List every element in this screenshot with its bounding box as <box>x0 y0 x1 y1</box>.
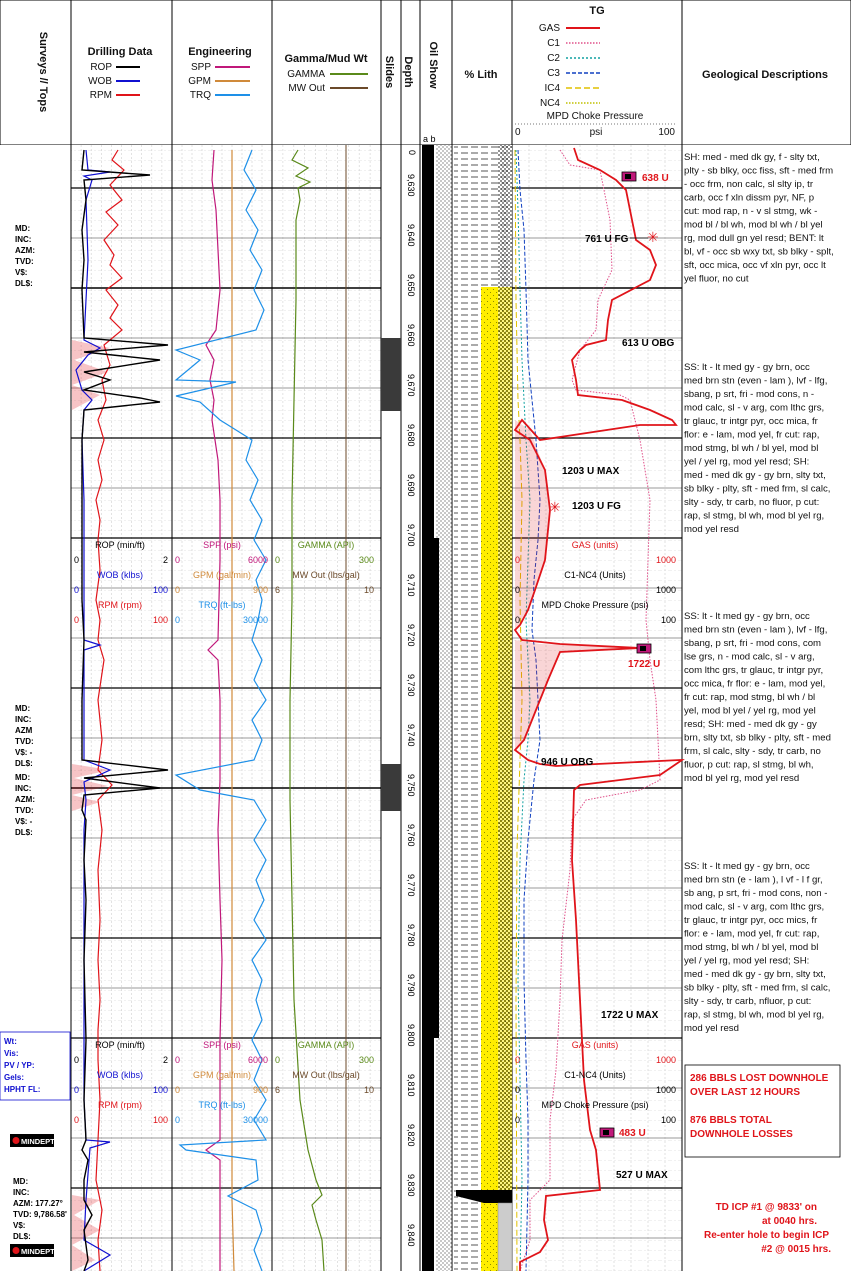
legend-c2-label: C2 <box>547 53 560 64</box>
geo-description-line: med brn stn (e - lam ), l vf - l f gr, <box>684 874 823 886</box>
geo-description-line: mod calc, sl - v arg, com lthc grs, <box>684 901 825 913</box>
geo-description-line: yel, mod bl yel / yel rg, mod yel <box>684 705 816 717</box>
gas-note-527: 527 U MAX <box>616 1170 668 1181</box>
survey-field: INC: <box>15 715 32 724</box>
geo-description-line: fluor, p cut: rap, sl stmg, bl wh, <box>684 759 814 771</box>
scale-gas-title: GAS (units) <box>571 540 619 550</box>
survey-field: DL$: <box>15 759 33 768</box>
gas-note-613: 613 U OBG <box>622 338 675 349</box>
legend-gamma-label: GAMMA <box>287 69 325 80</box>
losses-line-1: 286 BBLS LOST DOWNHOLE <box>690 1073 829 1084</box>
depth-label: 9,770 <box>406 874 416 897</box>
geo-description-line: brn, slty txt, sb blky - plty, sft - med <box>684 732 831 744</box>
scale-gpm-min: 0 <box>175 585 181 595</box>
survey-field: INC: <box>15 784 32 793</box>
geo-description-line: rap, sl stmg, bl wh, mod bl yel rg, <box>684 1009 825 1021</box>
mindepth-logo <box>10 1134 60 1147</box>
legend-c1-label: C1 <box>547 38 560 49</box>
depth-label: 9,700 <box>406 524 416 547</box>
scale-gas-max: 1000 <box>655 1055 676 1065</box>
choke-max: 100 <box>658 127 675 138</box>
scale-gamma-max: 300 <box>358 555 374 565</box>
survey-field: AZM: 177.27° <box>13 1199 63 1208</box>
scale-wob-title: WOB (klbs) <box>97 570 143 580</box>
scale-choke-title: MPD Choke Pressure (psi) <box>541 1100 649 1110</box>
scale-choke-max: 100 <box>660 1115 676 1125</box>
scale-spp-max: 6000 <box>247 555 268 565</box>
depth-label: 9,730 <box>406 674 416 697</box>
header-surveys: Surveys // Tops <box>37 31 49 113</box>
geo-description-line: mod yel resd <box>684 524 739 535</box>
scale-rop-max: 2 <box>162 555 168 565</box>
scale-rpm-min: 0 <box>74 615 80 625</box>
survey-field: MD: <box>15 224 31 233</box>
scale-wob-min: 0 <box>74 585 80 595</box>
geo-description-line: slty - sdy, tr carb, no fluor, p cut: <box>684 497 820 508</box>
td-note-line-2: at 0040 hrs. <box>761 1216 817 1227</box>
geo-description-line: mod yel resd <box>684 1023 739 1034</box>
depth-label: 9,650 <box>406 274 416 297</box>
survey-field: V$: <box>13 1221 26 1230</box>
header-depth: Depth <box>402 56 414 88</box>
geo-description-line: SS: lt - lt med gy - gy brn, occ <box>684 611 810 622</box>
td-note-line-4: #2 @ 0015 hrs. <box>761 1244 831 1255</box>
geo-description-line: cut: mod rap, n - v sl stmg, wk - <box>684 206 818 217</box>
depth-label: 9,760 <box>406 824 416 847</box>
depth-label: 9,790 <box>406 974 416 997</box>
survey-field: AZM <box>15 726 33 735</box>
losses-line-4: DOWNHOLE LOSSES <box>690 1129 793 1140</box>
geo-description-line: mod bl / bl wh, mod bl wh / bl yel <box>684 219 823 231</box>
legend-rpm-label: RPM <box>89 90 112 101</box>
legend-nc4-label: NC4 <box>539 98 560 109</box>
td-note-line-1: TD ICP #1 @ 9833' on <box>715 1202 817 1213</box>
survey-field: TVD: 9,786.58' <box>13 1210 67 1219</box>
scale-rpm-max: 100 <box>152 615 168 625</box>
scale-spp-min: 0 <box>175 1055 181 1065</box>
scale-trq-max: 30000 <box>242 1115 268 1125</box>
gas-note-1203-max: 1203 U MAX <box>562 466 620 477</box>
header-tg: TG <box>589 5 605 17</box>
scale-c1nc4-min: 0 <box>515 585 521 595</box>
choke-unit: psi <box>589 127 603 138</box>
scale-gas-title: GAS (units) <box>571 1040 619 1050</box>
depth-label: 9,630 <box>406 174 416 197</box>
td-note-line-3: Re-enter hole to begin ICP <box>703 1230 829 1241</box>
legend-spp-label: SPP <box>190 62 211 73</box>
geo-description-line: mod bl yel rg, mod yel resd <box>684 773 800 784</box>
scale-rop-title: ROP (min/ft) <box>95 1040 145 1050</box>
losses-box <box>685 1065 840 1157</box>
survey-field: TVD: <box>15 806 34 815</box>
gas-note-638: 638 U <box>642 173 669 184</box>
header-oil-show: Oil Show <box>427 41 439 89</box>
scale-mw-title: MW Out (lbs/gal) <box>292 570 360 580</box>
scale-gpm-title: GPM (gal/min) <box>192 1070 252 1080</box>
legend-wob-label: WOB <box>88 76 112 87</box>
scale-mw-max: 10 <box>363 1085 374 1095</box>
geo-description-line: com lthc grs, tr glauc, tr intgr pyr, <box>684 665 824 676</box>
depth-label: 9,830 <box>406 1174 416 1197</box>
geo-description-line: frm, sl calc, slty - sdy, tr carb, no <box>684 746 821 757</box>
scale-gamma-max: 300 <box>358 1055 374 1065</box>
gas-note-761: 761 U FG <box>585 234 629 245</box>
geo-description-line: SS: lt - lt med gy - gy brn, occ <box>684 861 810 872</box>
geo-description-line: sbang, p srt, fri - mod cons, n - <box>684 389 815 400</box>
geo-description-line: med brn stn (even - lam ), lvf - lfg, <box>684 375 828 387</box>
depth-label: 9,800 <box>406 1024 416 1047</box>
geo-description-line: sft, occ mica, occ vf xln pyr, occ lt <box>684 260 826 271</box>
depth-label: 9,820 <box>406 1124 416 1147</box>
scale-mw-min: 6 <box>275 1085 281 1095</box>
flare-icon-1: ✳ <box>647 230 659 246</box>
geo-description-line: rap, sl stmg, bl wh, mod bl yel rg, <box>684 510 825 522</box>
survey-field: TVD: <box>15 737 34 746</box>
geo-description-line: yel / yel rg, mod yel resd; SH: <box>684 456 810 468</box>
oil-show-scale: a b <box>423 134 436 144</box>
scale-c1nc4-min: 0 <box>515 1085 521 1095</box>
scale-gamma-title: GAMMA (API) <box>297 540 355 550</box>
legend-c3-label: C3 <box>547 68 560 79</box>
gas-note-946: 946 U OBG <box>541 757 594 768</box>
gas-note-1722-max: 1722 U MAX <box>601 1010 659 1021</box>
scale-choke-min: 0 <box>515 615 521 625</box>
survey-field: V$: <box>15 268 28 277</box>
survey-field: DL$: <box>15 828 33 837</box>
survey-field: DL$: <box>15 279 33 288</box>
geo-description-line: lse grs, n - mod calc, sl - v arg, <box>684 651 815 663</box>
scale-wob-title: WOB (klbs) <box>97 1070 143 1080</box>
geo-description-line: resd; SH: med - med dk gy - gy <box>684 719 817 730</box>
scale-c1nc4-max: 1000 <box>655 585 676 595</box>
legend-mwout-label: MW Out <box>288 83 325 94</box>
geo-description-line: rg, mod dull gn yel resd; BENT: lt <box>684 233 824 244</box>
gas-note-1203-fg: 1203 U FG <box>572 501 621 512</box>
scale-gamma-min: 0 <box>275 555 281 565</box>
geo-description-line: tr glauc, tr intgr pyr, occ mica, fr <box>684 416 818 427</box>
geo-description-line: tr glauc, tr intgr pyr, occ mics, fr <box>684 915 818 926</box>
geo-description-line: carb, occ f xln dissm pyr, NF, p <box>684 192 815 204</box>
survey-field: TVD: <box>15 257 34 266</box>
legend-trq-label: TRQ <box>189 90 211 101</box>
mud-field: HPHT FL: <box>4 1085 41 1094</box>
depth-label: 9,740 <box>406 724 416 747</box>
depth-label: 9,660 <box>406 324 416 347</box>
depth-top-label: 0 <box>407 150 417 156</box>
scale-gpm-min: 0 <box>175 1085 181 1095</box>
geo-description-line: slty - sdy, tr carb, nfluor, p cut: <box>684 996 812 1007</box>
scale-wob-min: 0 <box>74 1085 80 1095</box>
depth-label: 9,670 <box>406 374 416 397</box>
scale-trq-title: TRQ (ft-lbs) <box>198 1100 246 1110</box>
scale-gpm-max: 900 <box>252 1085 268 1095</box>
geo-description-line: med - med dk gy - gy brn, slty txt, <box>684 969 826 980</box>
depth-label: 9,750 <box>406 774 416 797</box>
geo-description-line: bl, vf - occ sb wxy txt, sb blky - splt, <box>684 246 834 258</box>
choke-title: MPD Choke Pressure <box>546 111 644 122</box>
scale-rpm-title: RPM (rpm) <box>98 600 142 610</box>
survey-field: MD: <box>13 1177 29 1186</box>
scale-c1nc4-max: 1000 <box>655 1085 676 1095</box>
geo-description-line: med brn stn (even - lam ), lvf - lfg, <box>684 624 828 636</box>
geo-description-line: yel / yel rg, mod yel resd; SH: <box>684 955 810 967</box>
scale-rpm-title: RPM (rpm) <box>98 1100 142 1110</box>
scale-trq-max: 30000 <box>242 615 268 625</box>
scale-trq-min: 0 <box>175 615 181 625</box>
survey-field: V$: - <box>15 748 33 757</box>
geo-description-line: SS: lt - lt med gy - gy brn, occ <box>684 362 810 373</box>
scale-gas-min: 0 <box>515 1055 521 1065</box>
geo-description-line: sb blky - plty, sft - med frm, sl calc, <box>684 982 831 994</box>
scale-wob-max: 100 <box>152 585 168 595</box>
scale-gas-max: 1000 <box>655 555 676 565</box>
slide-bar-2 <box>381 764 401 811</box>
lithology-track <box>454 145 512 1271</box>
mud-field: Vis: <box>4 1049 19 1058</box>
oil-show-track <box>422 134 452 1271</box>
header-slides: Slides <box>383 55 395 89</box>
mud-field: Wt: <box>4 1037 17 1046</box>
geo-description-line: fr cut: rap, mod stmg, bl wh / bl <box>684 692 816 703</box>
depth-label: 9,690 <box>406 474 416 497</box>
survey-field: INC: <box>13 1188 30 1197</box>
scale-rpm-max: 100 <box>152 1115 168 1125</box>
header-lith: % Lith <box>464 69 498 81</box>
scale-rpm-min: 0 <box>74 1115 80 1125</box>
depth-label: 9,840 <box>406 1224 416 1247</box>
scale-choke-title: MPD Choke Pressure (psi) <box>541 600 649 610</box>
geo-description-line: flor: e - lam, mod yel, fr cut: rap, <box>684 928 820 940</box>
scale-trq-title: TRQ (ft-lbs) <box>198 600 246 610</box>
geo-description-line: med - med dk gy - gy brn, slty txt, <box>684 470 826 481</box>
gas-note-1722: 1722 U <box>628 659 661 670</box>
mud-field: Gels: <box>4 1073 25 1082</box>
scale-mw-max: 10 <box>363 585 374 595</box>
scale-choke-min: 0 <box>515 1115 521 1125</box>
geo-description-line: mod calc, sl - v arg, com lthc grs, <box>684 402 825 414</box>
scale-spp-max: 6000 <box>247 1055 268 1065</box>
flare-icon-2: ✳ <box>549 500 561 516</box>
slide-bar-1 <box>381 338 401 411</box>
choke-min: 0 <box>515 127 521 138</box>
survey-field: AZM: <box>15 795 35 804</box>
survey-field: AZM: <box>15 246 35 255</box>
geo-description-line: sb ang, p srt, fri - mod cons, non - <box>684 888 828 899</box>
losses-line-3: 876 BBLS TOTAL <box>690 1115 772 1126</box>
geo-description-line: plty - sb blky, occ fiss, sft - med frm <box>684 165 834 177</box>
scale-rop-min: 0 <box>74 555 80 565</box>
geo-description-line: occ mica, fr flor: e - lam, mod yel, <box>684 678 826 690</box>
scale-gpm-title: GPM (gal/min) <box>192 570 252 580</box>
geo-description-line: - occ frm, non calc, sl slty ip, tr <box>684 179 814 190</box>
geo-description-line: SH: med - med dk gy, f - slty txt, <box>684 152 820 163</box>
depth-label: 9,720 <box>406 624 416 647</box>
legend-rop-label: ROP <box>90 62 112 73</box>
scale-spp-title: SPP (psi) <box>203 540 241 550</box>
scale-spp-min: 0 <box>175 555 181 565</box>
survey-field: INC: <box>15 235 32 244</box>
losses-line-2: OVER LAST 12 HOURS <box>690 1087 801 1098</box>
geo-description-line: mod stmg, bl wh / bl yel, mod bl <box>684 942 819 953</box>
scale-wob-max: 100 <box>152 1085 168 1095</box>
depth-label: 9,810 <box>406 1074 416 1097</box>
depth-label: 9,710 <box>406 574 416 597</box>
depth-label: 9,780 <box>406 924 416 947</box>
mindepth-logo <box>10 1244 60 1257</box>
depth-label: 9,680 <box>406 424 416 447</box>
geo-description-line: yel fluor, no cut <box>684 273 749 285</box>
scale-spp-title: SPP (psi) <box>203 1040 241 1050</box>
header-geo: Geological Descriptions <box>702 69 828 81</box>
svg-text:MINDEPTH: MINDEPTH <box>21 1137 61 1146</box>
scale-gpm-max: 900 <box>252 585 268 595</box>
header-gamma-mud: Gamma/Mud Wt <box>284 53 368 65</box>
geo-description-line: sbang, p srt, fri - mod cons, com <box>684 638 822 649</box>
svg-text:MINDEPTH: MINDEPTH <box>21 1247 61 1256</box>
scale-choke-max: 100 <box>660 615 676 625</box>
gas-note-483: 483 U <box>619 1128 646 1139</box>
geo-description-line: sb blky - plty, sft - med frm, sl calc, <box>684 483 831 495</box>
survey-field: MD: <box>15 773 31 782</box>
scale-trq-min: 0 <box>175 1115 181 1125</box>
scale-c1nc4-title: C1-NC4 (Units) <box>564 1070 626 1080</box>
legend-ic4-label: IC4 <box>544 83 560 94</box>
scale-mw-title: MW Out (lbs/gal) <box>292 1070 360 1080</box>
survey-field: MD: <box>15 704 31 713</box>
scale-gamma-min: 0 <box>275 1055 281 1065</box>
header-drilling: Drilling Data <box>87 46 153 58</box>
scale-mw-min: 6 <box>275 585 281 595</box>
mud-field: PV / YP: <box>4 1061 35 1070</box>
scale-gas-min: 0 <box>515 555 521 565</box>
geo-description-line: mod stmg, bl wh / bl yel, mod bl <box>684 443 819 454</box>
legend-gas-label: GAS <box>538 23 560 34</box>
scale-rop-max: 2 <box>162 1055 168 1065</box>
survey-field: DL$: <box>13 1232 31 1241</box>
scale-rop-title: ROP (min/ft) <box>95 540 145 550</box>
scale-c1nc4-title: C1-NC4 (Units) <box>564 570 626 580</box>
scale-rop-min: 0 <box>74 1055 80 1065</box>
depth-label: 9,640 <box>406 224 416 247</box>
geo-description-line: flor: e - lam, mod yel, fr cut: rap, <box>684 429 820 441</box>
legend-gpm-label: GPM <box>188 76 211 87</box>
scale-gamma-title: GAMMA (API) <box>297 1040 355 1050</box>
survey-field: V$: - <box>15 817 33 826</box>
header-engineering: Engineering <box>188 46 252 58</box>
header-row <box>0 0 851 145</box>
